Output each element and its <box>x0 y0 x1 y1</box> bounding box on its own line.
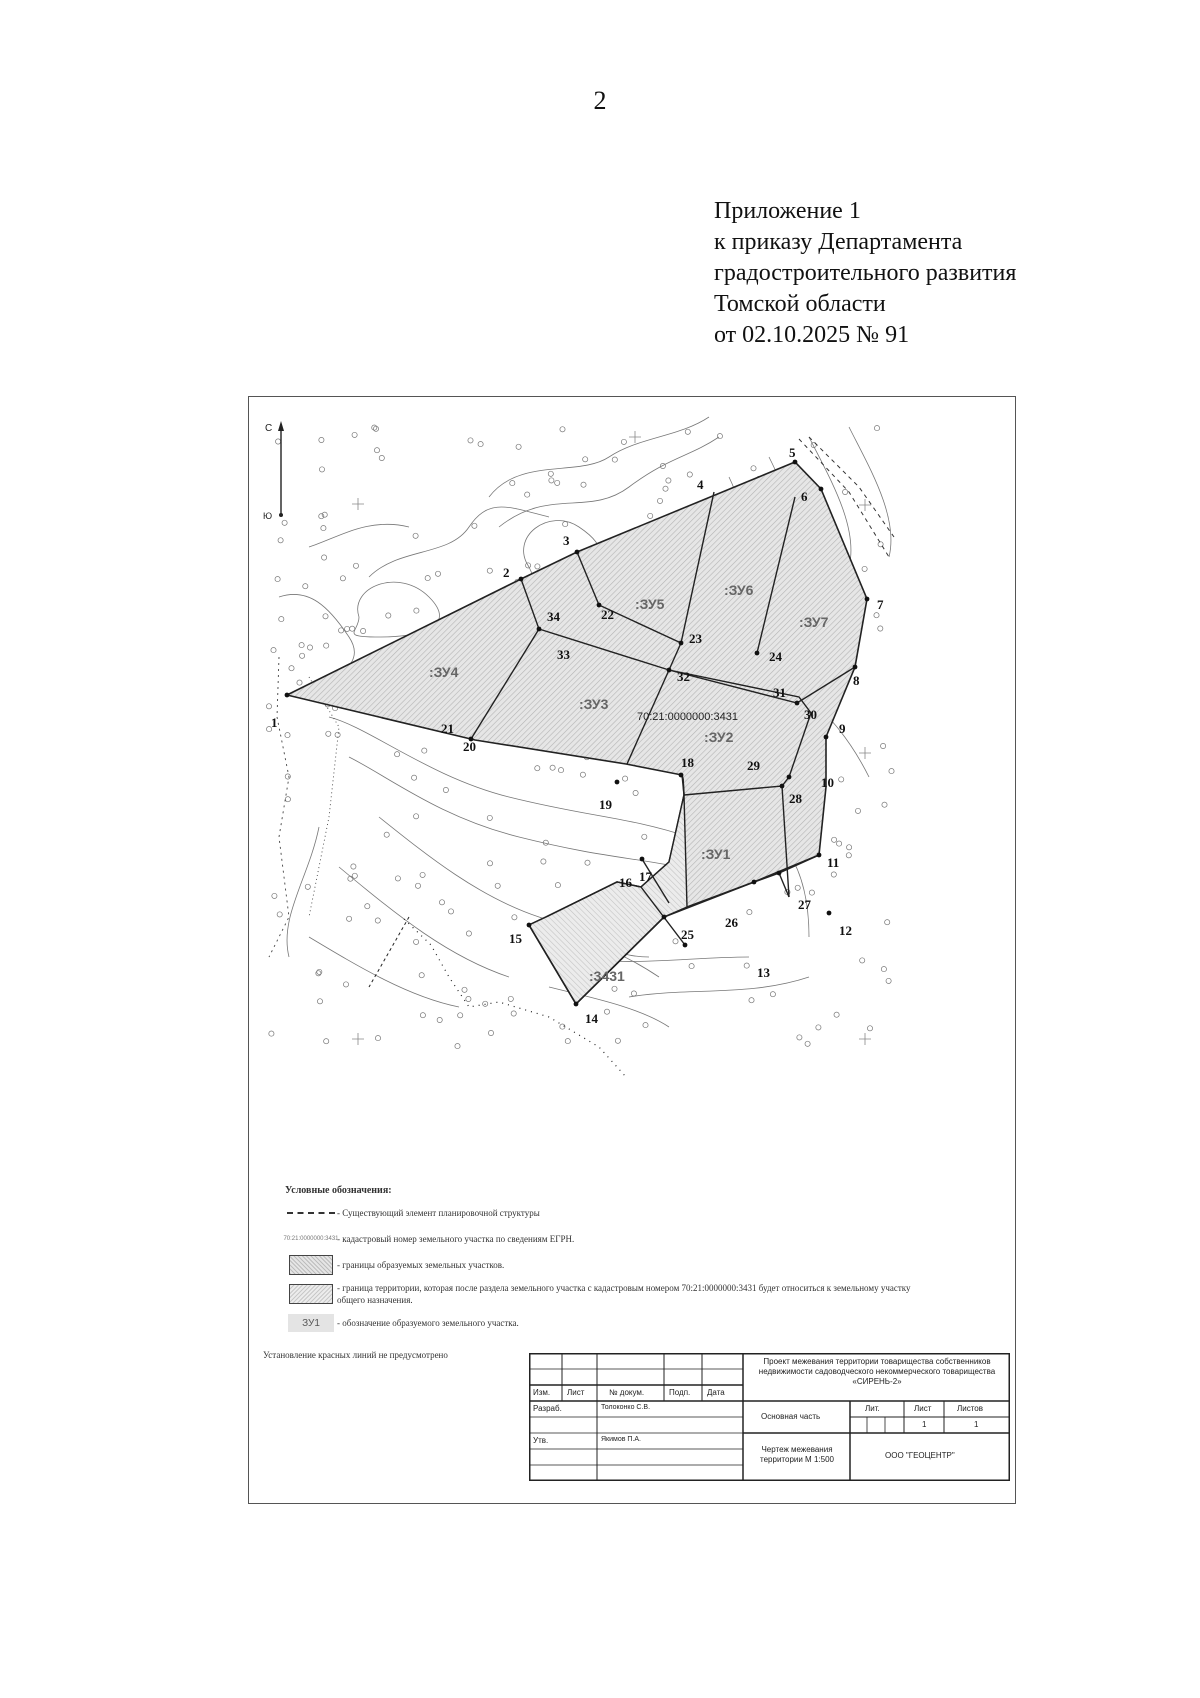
tree-marker <box>580 772 585 777</box>
legend-text: - обозначение образуемого земельного участка. <box>337 1318 519 1328</box>
title-block-drawing: Чертеж межевания территории М 1:500 <box>760 1445 834 1464</box>
vertex-dot <box>755 651 760 656</box>
tree-marker <box>379 455 384 460</box>
north-label: С <box>265 423 273 434</box>
tree-marker <box>412 775 417 780</box>
legend-row <box>285 1204 925 1222</box>
tree-marker <box>300 653 305 658</box>
tree-marker <box>747 910 752 915</box>
title-block-name: Якимов П.А. <box>601 1436 641 1443</box>
tree-marker <box>550 765 555 770</box>
tree-marker <box>322 512 327 517</box>
appendix-line: Приложение 1 <box>714 198 861 224</box>
tree-marker <box>324 1039 329 1044</box>
tree-marker <box>717 434 722 439</box>
parcel-label: :ЗУ5 <box>635 596 665 612</box>
appendix-line: Томской области <box>714 291 886 317</box>
tree-marker <box>455 1044 460 1049</box>
tree-marker <box>468 438 473 443</box>
tree-marker <box>837 841 842 846</box>
tree-marker <box>508 996 513 1001</box>
tree-marker <box>535 766 540 771</box>
vertex-dot <box>679 641 684 646</box>
point-label: 24 <box>769 649 782 664</box>
tree-marker <box>375 918 380 923</box>
tree-marker <box>495 883 500 888</box>
point-label: 9 <box>839 721 846 736</box>
tree-marker <box>558 768 563 773</box>
point-label: 10 <box>821 775 834 790</box>
tree-marker <box>439 900 444 905</box>
tree-marker <box>466 931 471 936</box>
north-arrow <box>263 421 284 521</box>
tree-marker <box>422 748 427 753</box>
tree-marker <box>299 643 304 648</box>
title-block-section: Основная часть <box>761 1412 821 1421</box>
tree-marker <box>420 872 425 877</box>
vertex-dot <box>824 735 829 740</box>
tree-marker <box>365 904 370 909</box>
tree-marker <box>846 853 851 858</box>
tree-marker <box>323 614 328 619</box>
vertex-dot <box>827 911 832 916</box>
tree-marker <box>340 576 345 581</box>
title-block-header: Дата <box>707 1388 725 1397</box>
title-block-header: Изм. <box>533 1388 551 1397</box>
tree-marker <box>297 680 302 685</box>
tree-marker <box>277 912 282 917</box>
legend-swatch-planning <box>285 1204 337 1222</box>
point-label: 25 <box>681 927 694 942</box>
tree-marker <box>347 916 352 921</box>
point-label: 19 <box>599 797 612 812</box>
tree-marker <box>847 845 852 850</box>
legend-zu-sample: ЗУ1 <box>288 1314 334 1332</box>
appendix-line: градостроительного развития <box>714 260 1017 286</box>
appendix-header <box>714 196 1016 351</box>
tree-marker <box>395 876 400 881</box>
title-block-listov-value: 1 <box>974 1420 979 1429</box>
tree-marker <box>689 964 694 969</box>
tree-marker <box>657 498 662 503</box>
red-lines-note: Установление красных линий не предусмотрено <box>263 1350 448 1360</box>
tree-marker <box>386 613 391 618</box>
tree-marker <box>305 884 310 889</box>
tree-marker <box>612 457 617 462</box>
legend-cad-sample: 70:21:0000000:3431 <box>283 1236 339 1242</box>
tree-marker <box>372 425 377 430</box>
tree-marker <box>860 958 865 963</box>
tree-marker <box>585 860 590 865</box>
tree-marker <box>478 442 483 447</box>
tree-marker <box>352 432 357 437</box>
tree-marker <box>673 939 678 944</box>
tree-marker <box>472 523 477 528</box>
tree-marker <box>666 478 671 483</box>
point-label: 11 <box>827 855 840 870</box>
tree-marker <box>612 986 617 991</box>
vertex-dot <box>285 693 290 698</box>
appendix-line: от 02.10.2025 № 91 <box>714 322 910 348</box>
tree-marker <box>604 1009 609 1014</box>
title-block-header: № докум. <box>609 1388 645 1397</box>
tree-marker <box>510 481 515 486</box>
tree-marker <box>316 971 321 976</box>
tree-marker <box>555 480 560 485</box>
tree-marker <box>285 733 290 738</box>
tree-marker <box>687 472 692 477</box>
tree-marker <box>516 444 521 449</box>
legend-swatch-cadastral <box>285 1230 337 1248</box>
point-label: 17 <box>639 869 652 884</box>
tree-marker <box>749 998 754 1003</box>
tree-marker <box>487 568 492 573</box>
tree-marker <box>276 439 281 444</box>
tree-marker <box>663 486 668 491</box>
tree-marker <box>271 648 276 653</box>
parcel-label: :ЗУ1 <box>701 846 731 862</box>
legend-text: - границы образуемых земельных участков. <box>337 1260 505 1270</box>
tree-marker <box>272 893 277 898</box>
tree-marker <box>415 883 420 888</box>
vertex-dot <box>527 923 532 928</box>
tree-marker <box>685 429 690 434</box>
point-label: 27 <box>798 897 811 912</box>
tree-marker <box>351 864 356 869</box>
tree-marker <box>319 437 324 442</box>
tree-marker <box>867 1026 872 1031</box>
tree-marker <box>560 427 565 432</box>
tree-marker <box>437 1017 442 1022</box>
tree-marker <box>384 832 389 837</box>
title-block-project: Проект межевания территории товарищества собственников недвижимости садоводческого некоммерческого товарищества «СИРЕНЬ-2» <box>758 1357 996 1386</box>
tree-marker <box>565 1039 570 1044</box>
tree-marker <box>886 978 891 983</box>
tree-marker <box>881 967 886 972</box>
page-number: 2 <box>593 86 607 115</box>
title-block-header: Лист <box>567 1388 585 1397</box>
point-label: 6 <box>801 489 808 504</box>
tree-marker <box>353 563 358 568</box>
tree-marker <box>324 643 329 648</box>
vertex-dot <box>780 784 785 789</box>
tree-marker <box>345 626 350 631</box>
tree-marker <box>541 859 546 864</box>
tree-marker <box>623 776 628 781</box>
legend <box>285 1185 925 1340</box>
point-label: 26 <box>725 915 738 930</box>
point-label: 29 <box>747 758 760 773</box>
tree-marker <box>419 973 424 978</box>
tree-marker <box>319 514 324 519</box>
vertex-dot <box>853 665 858 670</box>
tree-marker <box>535 564 540 569</box>
legend-row <box>285 1282 925 1306</box>
point-label: 31 <box>773 685 786 700</box>
title-block-header: Подп. <box>669 1388 691 1397</box>
tree-marker <box>648 513 653 518</box>
point-label: 28 <box>789 791 802 806</box>
tree-marker <box>832 837 837 842</box>
vertex-dot <box>795 701 800 706</box>
tree-marker <box>374 448 379 453</box>
legend-text: - граница территории, которая после раздела земельного участка с кадастровым номером 70:21:0000000:3431 будет относиться к земельному участку общего назначения. <box>337 1283 911 1305</box>
tree-marker <box>548 471 553 476</box>
tree-marker <box>488 1030 493 1035</box>
vertex-dot <box>519 577 524 582</box>
parcel-label: :ЗУ6 <box>724 582 754 598</box>
tree-marker <box>855 808 860 813</box>
tree-marker <box>414 814 419 819</box>
tree-marker <box>326 731 331 736</box>
tree-marker <box>466 996 471 1001</box>
tree-marker <box>563 522 568 527</box>
point-label: 3 <box>563 533 570 548</box>
tree-marker <box>834 1012 839 1017</box>
tree-marker <box>642 834 647 839</box>
drawing-sheet <box>248 396 1016 1504</box>
title-block-name: Толоконко С.В. <box>601 1404 651 1411</box>
legend-row <box>285 1314 925 1332</box>
tree-marker <box>350 626 355 631</box>
point-label: 4 <box>697 477 704 492</box>
vertex-dot <box>667 668 672 673</box>
parcel-label: :ЗУ2 <box>704 729 734 745</box>
tree-marker <box>643 1023 648 1028</box>
tree-marker <box>525 492 530 497</box>
legend-row <box>285 1256 925 1274</box>
legend-text: - Существующий элемент планировочной структуры <box>337 1208 540 1218</box>
tree-marker <box>285 774 290 779</box>
tree-marker <box>317 999 322 1004</box>
tree-marker <box>266 704 271 709</box>
point-label: 8 <box>853 673 860 688</box>
vertex-dot <box>777 871 782 876</box>
point-label: 16 <box>619 875 632 890</box>
tree-marker <box>511 1011 516 1016</box>
point-label: 32 <box>677 669 690 684</box>
tree-marker <box>395 752 400 757</box>
tree-marker <box>322 555 327 560</box>
tree-marker <box>425 576 430 581</box>
tree-marker <box>862 566 867 571</box>
point-label: 14 <box>585 1011 598 1026</box>
vertex-dot <box>787 775 792 780</box>
tree-marker <box>413 533 418 538</box>
point-label: 12 <box>839 923 852 938</box>
tree-marker <box>375 1036 380 1041</box>
south-label: Ю <box>263 511 273 521</box>
point-label: 5 <box>789 445 796 460</box>
vertex-dot <box>817 853 822 858</box>
tree-marker <box>443 787 448 792</box>
tree-marker <box>581 482 586 487</box>
tree-marker <box>816 1025 821 1030</box>
tree-marker <box>878 626 883 631</box>
vertex-dot <box>793 460 798 465</box>
tree-marker <box>549 478 554 483</box>
vertex-dot <box>575 550 580 555</box>
tree-marker <box>307 645 312 650</box>
title-block-lit: Лит. <box>865 1404 880 1413</box>
tree-marker <box>414 939 419 944</box>
tree-marker <box>882 802 887 807</box>
vertex-dot <box>640 857 645 862</box>
tree-marker <box>339 628 344 633</box>
tree-marker <box>278 538 283 543</box>
point-label: 1 <box>271 715 278 730</box>
tree-marker <box>805 1041 810 1046</box>
vertex-dot <box>537 627 542 632</box>
point-label: 15 <box>509 931 522 946</box>
tree-marker <box>303 584 308 589</box>
legend-title: Условные обозначения: <box>285 1185 392 1196</box>
parcel-label: :ЗУ7 <box>799 614 829 630</box>
tree-marker <box>458 1013 463 1018</box>
tree-marker <box>282 520 287 525</box>
legend-row <box>285 1230 925 1248</box>
appendix-line: к приказу Департамента <box>714 229 963 255</box>
tree-marker <box>751 466 756 471</box>
tree-marker <box>269 1031 274 1036</box>
tree-marker <box>831 872 836 877</box>
tree-marker <box>420 1013 425 1018</box>
tree-marker <box>414 608 419 613</box>
tree-marker <box>843 489 848 494</box>
tree-marker <box>881 743 886 748</box>
point-label: 7 <box>877 597 884 612</box>
point-label: 33 <box>557 647 570 662</box>
tree-marker <box>874 426 879 431</box>
vertex-dot <box>679 773 684 778</box>
tree-marker <box>615 1038 620 1043</box>
parcel-label: :ЗУ4 <box>429 664 459 680</box>
tree-marker <box>839 777 844 782</box>
tree-marker <box>373 426 378 431</box>
tree-marker <box>435 571 440 576</box>
vertex-dot <box>683 943 688 948</box>
point-label: 34 <box>547 609 560 624</box>
tree-marker <box>448 909 453 914</box>
point-label: 18 <box>681 755 694 770</box>
tree-marker <box>583 457 588 462</box>
tree-marker <box>352 873 357 878</box>
tree-marker <box>487 815 492 820</box>
tree-marker <box>462 987 467 992</box>
point-label: 20 <box>463 739 476 754</box>
parcel-label: :3431 <box>589 968 625 984</box>
tree-marker <box>797 1035 802 1040</box>
vertex-dot <box>752 880 757 885</box>
title-block-role: Утв. <box>533 1436 549 1445</box>
vertex-dot <box>865 597 870 602</box>
vertex-dot <box>819 487 824 492</box>
tree-marker <box>361 628 366 633</box>
title-block-listov: Листов <box>957 1404 983 1413</box>
vertex-dot <box>615 780 620 785</box>
tree-marker <box>555 883 560 888</box>
tree-marker <box>770 992 775 997</box>
point-label: 22 <box>601 607 614 622</box>
tree-marker <box>633 790 638 795</box>
tree-marker <box>512 915 517 920</box>
point-label: 23 <box>689 631 702 646</box>
parcel-label: :ЗУ3 <box>579 696 609 712</box>
title-block <box>529 1353 1010 1481</box>
tree-marker <box>889 769 894 774</box>
title-block-role: Разраб. <box>533 1404 562 1413</box>
tree-marker <box>809 890 814 895</box>
legend-text: - кадастровый номер земельного участка по сведениям ЕГРН. <box>337 1234 575 1244</box>
point-label: 13 <box>757 965 770 980</box>
tree-marker <box>621 439 626 444</box>
parcel-shapes <box>287 462 867 1004</box>
legend-swatch-common-area <box>285 1285 337 1303</box>
point-label: 21 <box>441 721 454 736</box>
tree-marker <box>885 920 890 925</box>
tree-marker <box>321 526 326 531</box>
tree-marker <box>279 617 284 622</box>
legend-swatch-new-parcels <box>285 1256 337 1274</box>
tree-marker <box>319 467 324 472</box>
vertex-dot <box>574 1002 579 1007</box>
title-block-list: Лист <box>914 1404 932 1413</box>
vertex-dot <box>662 915 667 920</box>
tree-marker <box>343 982 348 987</box>
title-block-company: ООО "ГЕОЦЕНТР" <box>885 1451 955 1460</box>
tree-marker <box>289 666 294 671</box>
point-label: 30 <box>804 707 817 722</box>
title-block-list-value: 1 <box>922 1420 927 1429</box>
cadastral-number-label: 70:21:0000000:3431 <box>637 711 738 723</box>
tree-marker <box>631 991 636 996</box>
legend-swatch-zu <box>285 1314 337 1332</box>
tree-marker <box>744 963 749 968</box>
tree-marker <box>874 613 879 618</box>
tree-marker <box>285 797 290 802</box>
tree-marker <box>487 861 492 866</box>
point-label: 2 <box>503 565 510 580</box>
tree-marker <box>275 577 280 582</box>
tree-marker <box>795 885 800 890</box>
